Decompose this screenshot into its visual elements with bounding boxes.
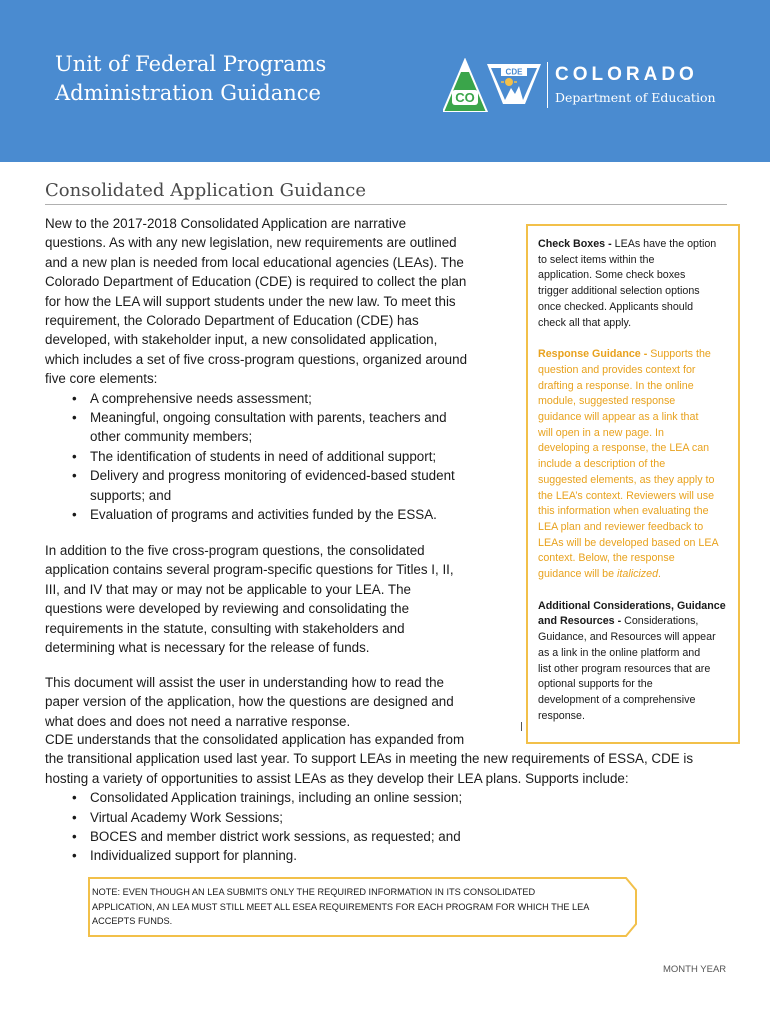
note-line: ACCEPTS FUNDS. — [92, 916, 173, 927]
supports-list — [45, 788, 745, 866]
text-line: CDE understands that the consolidated application has expanded from — [45, 732, 465, 747]
check-boxes-heading: Check Boxes - — [538, 238, 612, 250]
footer-date: MONTH YEAR — [663, 964, 727, 975]
note-line: check all that apply. — [538, 316, 632, 329]
logo-divider — [547, 62, 548, 108]
text-line: for how the LEA will support students under the new law. To meet this — [45, 293, 456, 309]
text-line: New to the 2017-2018 Consolidated Application are narrative — [45, 216, 407, 231]
list-item — [45, 389, 515, 408]
note-line: include a description of the — [538, 458, 666, 471]
text-line: developed, with stakeholder input, a new consolidated application, — [45, 332, 438, 348]
text-line: what does and does not need a narrative response. — [45, 713, 351, 729]
list-item-line: • Meaningful, ongoing consultation with parents, teachers and — [90, 410, 447, 426]
list-item-line: • Evaluation of programs and activities funded by the ESSA. — [90, 507, 437, 523]
note-line: developing a response, the LEA can — [538, 442, 710, 455]
document-purpose-paragraph — [45, 673, 515, 731]
program-questions-paragraph — [45, 541, 515, 657]
response-guidance-heading: Response Guidance - — [538, 348, 648, 361]
note-line: context. Below, the response — [538, 552, 675, 565]
note-line: trigger additional selection options — [538, 285, 700, 298]
intro-paragraph — [45, 214, 515, 525]
text-line: Colorado Department of Education (CDE) is required to collect the plan — [45, 274, 467, 290]
list-item — [45, 447, 515, 466]
text-line: III, and IV that may or may not be applicable to your LEA. The — [45, 581, 411, 597]
text-line: which includes a set of five cross-program questions, organized around — [45, 351, 468, 367]
text-line: questions. As with any new legislation, new requirements are outlined — [45, 235, 457, 251]
list-item — [45, 408, 515, 447]
note-line: drafting a response. In the online — [538, 379, 694, 392]
cde-logo-icon — [443, 58, 543, 112]
note-line: list other program resources that are — [538, 662, 711, 675]
list-item: • Virtual Academy Work Sessions; — [45, 808, 745, 827]
logo-mark-text: CO — [455, 90, 475, 105]
text-line: requirements in the statute, consulting with stakeholders and — [45, 620, 405, 636]
document-title — [55, 50, 326, 108]
org-name: COLORADO — [555, 64, 698, 85]
section-title: Consolidated Application Guidance — [45, 180, 727, 205]
note-line: LEA plan and reviewer feedback to — [538, 520, 704, 533]
text-line: determining what is necessary for the release of funds. — [45, 640, 370, 656]
list-item-line: other community members; — [90, 429, 253, 445]
note-text — [92, 885, 622, 929]
text-line: the transitional application used last year. To support LEAs in meeting the new requirements of ESSA, CDE is — [45, 751, 694, 767]
supports-paragraph — [45, 730, 745, 866]
note-line: the LEA’s context. Reviewers will use — [538, 489, 715, 502]
list-item-line: • Delivery and progress monitoring of evidenced-based student — [90, 468, 455, 484]
italic-word: italicized — [617, 568, 659, 581]
note-line: Guidance, and Resources will appear — [538, 631, 716, 644]
title-line-1: Unit of Federal Programs — [55, 52, 327, 76]
note-line: application. Some check boxes — [538, 269, 686, 282]
note-line: guidance will be — [538, 568, 618, 581]
list-item — [45, 505, 515, 524]
note-line: suggested elements, as they apply to — [538, 473, 715, 486]
note-punct: . — [658, 568, 662, 581]
list-item: • Individualized support for planning. — [45, 846, 745, 865]
note-line: question and provides context for — [538, 363, 696, 376]
additional-considerations-note — [538, 599, 728, 725]
check-boxes-note — [538, 237, 728, 331]
note-line: once checked. Applicants should — [538, 300, 694, 313]
note-line: to select items within the — [538, 253, 655, 266]
list-item-line: • The identification of students in need of additional support; — [90, 448, 437, 464]
note-line: LEAs have the option — [611, 238, 717, 250]
note-line: as a link in the online platform and — [538, 646, 701, 659]
list-item — [45, 466, 515, 505]
note-line: Supports the — [647, 348, 711, 361]
note-line: LEAs will be developed based on LEA — [538, 536, 719, 549]
text-line: In addition to the five cross-program questions, the consolidated — [45, 543, 425, 558]
text-line: and a new plan is needed from local educational agencies (LEAs). The — [45, 254, 464, 270]
response-guidance-note — [538, 347, 728, 583]
text-line: hosting a variety of opportunities to assist LEAs as they develop their LEA plans. Supports include: — [45, 770, 629, 786]
note-line: this information when evaluating the — [538, 505, 709, 518]
core-elements-list — [45, 389, 515, 525]
esea-note-box — [88, 877, 637, 937]
additional-heading-line-2: and Resources - — [538, 615, 622, 628]
note-line: Considerations, — [621, 615, 699, 628]
note-line: optional supports for the — [538, 678, 653, 691]
note-line: development of a comprehensive — [538, 693, 696, 706]
note-line: module, suggested response — [538, 395, 676, 408]
org-department: Department of Education — [555, 90, 716, 105]
sidebar-legend-box — [526, 224, 740, 744]
list-item: • Consolidated Application trainings, including an online session; — [45, 788, 745, 807]
list-item-line: supports; and — [90, 487, 172, 503]
note-line: response. — [538, 709, 585, 722]
logo-badge-text: CDE — [505, 67, 523, 77]
text-line: questions were developed by reviewing and consolidating the — [45, 601, 410, 617]
text-line: paper version of the application, how the questions are designed and — [45, 694, 454, 710]
note-line: guidance will appear as a link that — [538, 411, 699, 424]
text-line: This document will assist the user in understanding how to read the — [45, 675, 444, 690]
list-item: • BOCES and member district work sessions, as requested; and — [45, 827, 745, 846]
text-line: requirement, the Colorado Department of Education (CDE) has — [45, 313, 419, 329]
note-line: NOTE: EVEN THOUGH AN LEA SUBMITS ONLY THE REQUIRED INFORMATION IN ITS CONSOLIDATED — [92, 887, 536, 897]
title-line-2: Administration Guidance — [55, 81, 321, 105]
text-line: application contains several program-specific questions for Titles I, II, — [45, 562, 454, 578]
additional-heading-line-1: Additional Considerations, Guidance — [538, 599, 726, 612]
note-line: will open in a new page. In — [538, 426, 664, 439]
text-line: five core elements: — [45, 371, 158, 387]
note-line: APPLICATION, AN LEA MUST STILL MEET ALL ESEA REQUIREMENTS FOR EACH PROGRAM FOR WHICH THE LEA — [92, 901, 590, 912]
list-item-line: • A comprehensive needs assessment; — [90, 390, 312, 406]
header-banner — [0, 0, 770, 162]
